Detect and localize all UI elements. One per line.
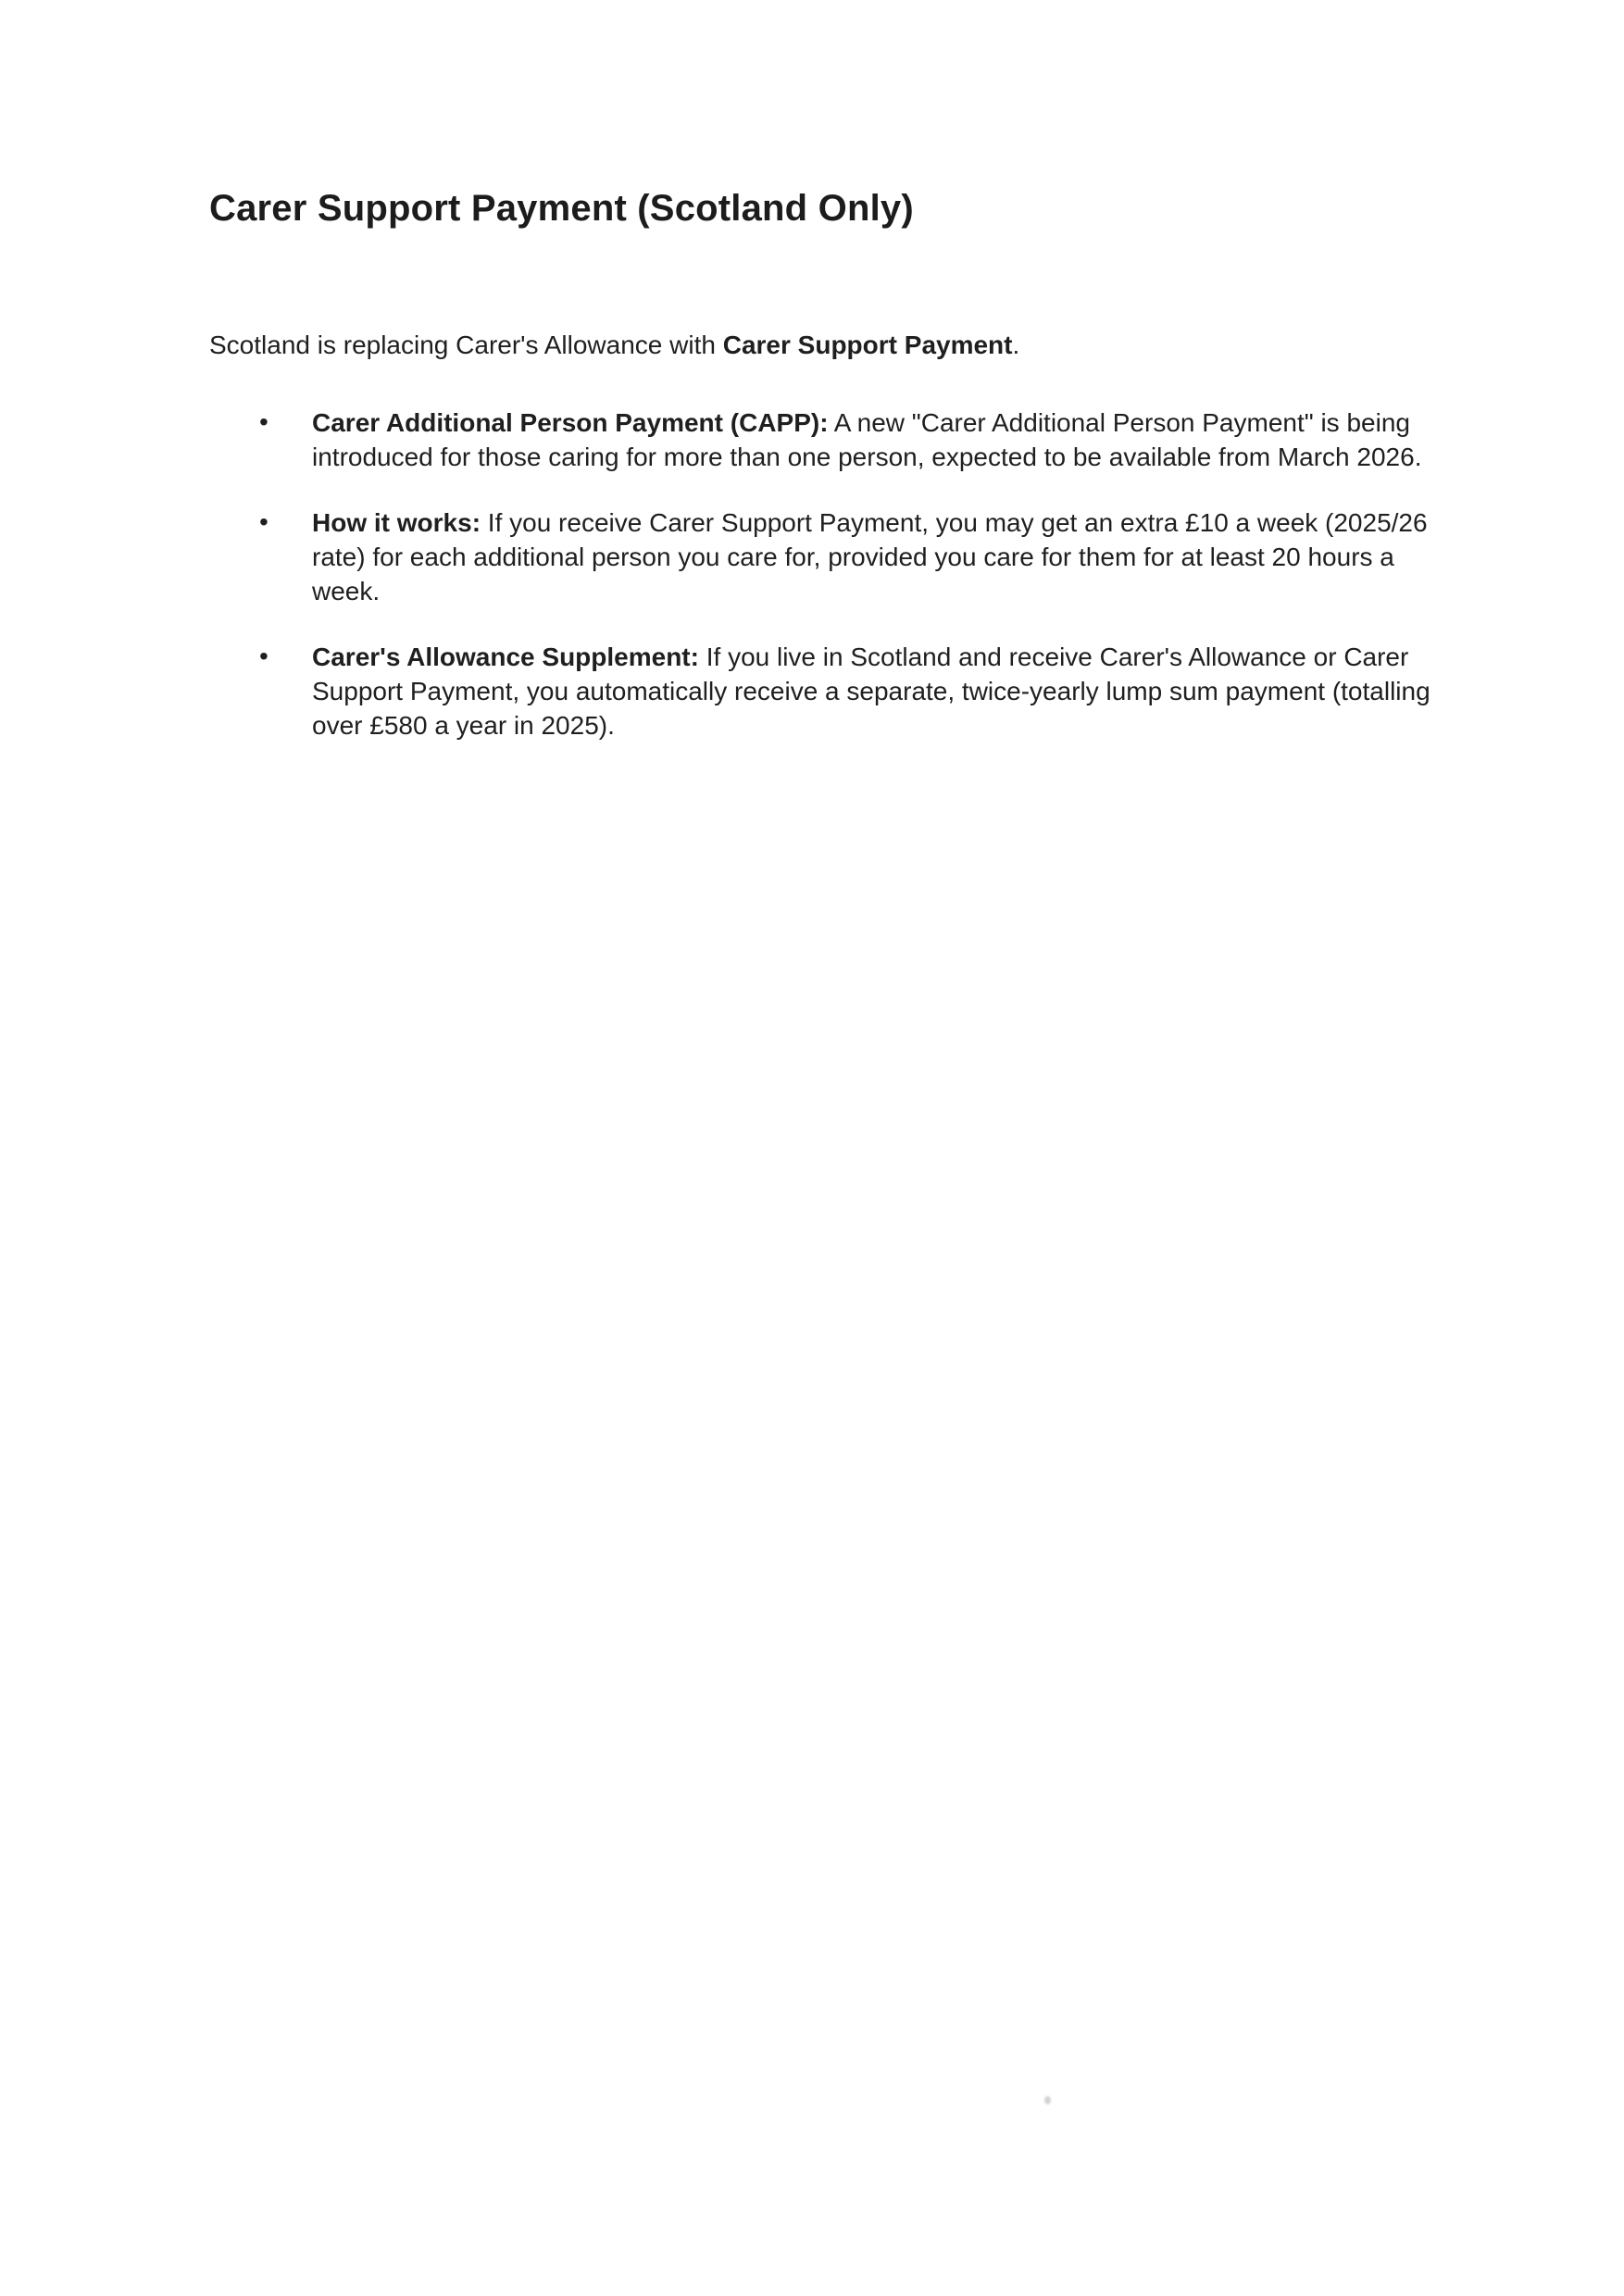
intro-paragraph (209, 328, 1473, 363)
list-item-capp (209, 406, 1465, 474)
intro-period: . (1012, 331, 1020, 359)
document-content (209, 185, 1473, 742)
list-item-text: A new "Carer Additional Person Payment" is being introduced for those caring for more than one person, expected to be available from March 2026. (312, 408, 1422, 471)
list-item-text: If you live in Scotland and receive Carer's Allowance or Carer Support Payment, you automatically receive a separate, twice-yearly lump sum payment (totalling over £580 a year in 2025). (312, 643, 1430, 740)
list-item-text: If you receive Carer Support Payment, you may get an extra £10 a week (2025/26 rate) for each additional person you care for, provided you care for them for at least 20 hours a week. (312, 508, 1428, 605)
intro-text: Scotland is replacing Carer's Allowance with (209, 331, 723, 359)
bullet-icon: • (259, 407, 269, 436)
list-item-how-it-works (209, 505, 1465, 608)
list-item-label: Carer Additional Person Payment (CAPP): (312, 408, 829, 437)
bullet-list (209, 406, 1473, 742)
bullet-icon: • (259, 642, 269, 670)
page-title: Carer Support Payment (Scotland Only) (209, 188, 914, 229)
scan-artifact-speck (1044, 2096, 1051, 2104)
list-item-label: How it works: (312, 508, 481, 537)
list-item-supplement (209, 640, 1465, 742)
bullet-icon: • (259, 507, 269, 536)
intro-bold-phrase: Carer Support Payment (722, 331, 1013, 359)
list-item-label: Carer's Allowance Supplement: (312, 643, 699, 671)
